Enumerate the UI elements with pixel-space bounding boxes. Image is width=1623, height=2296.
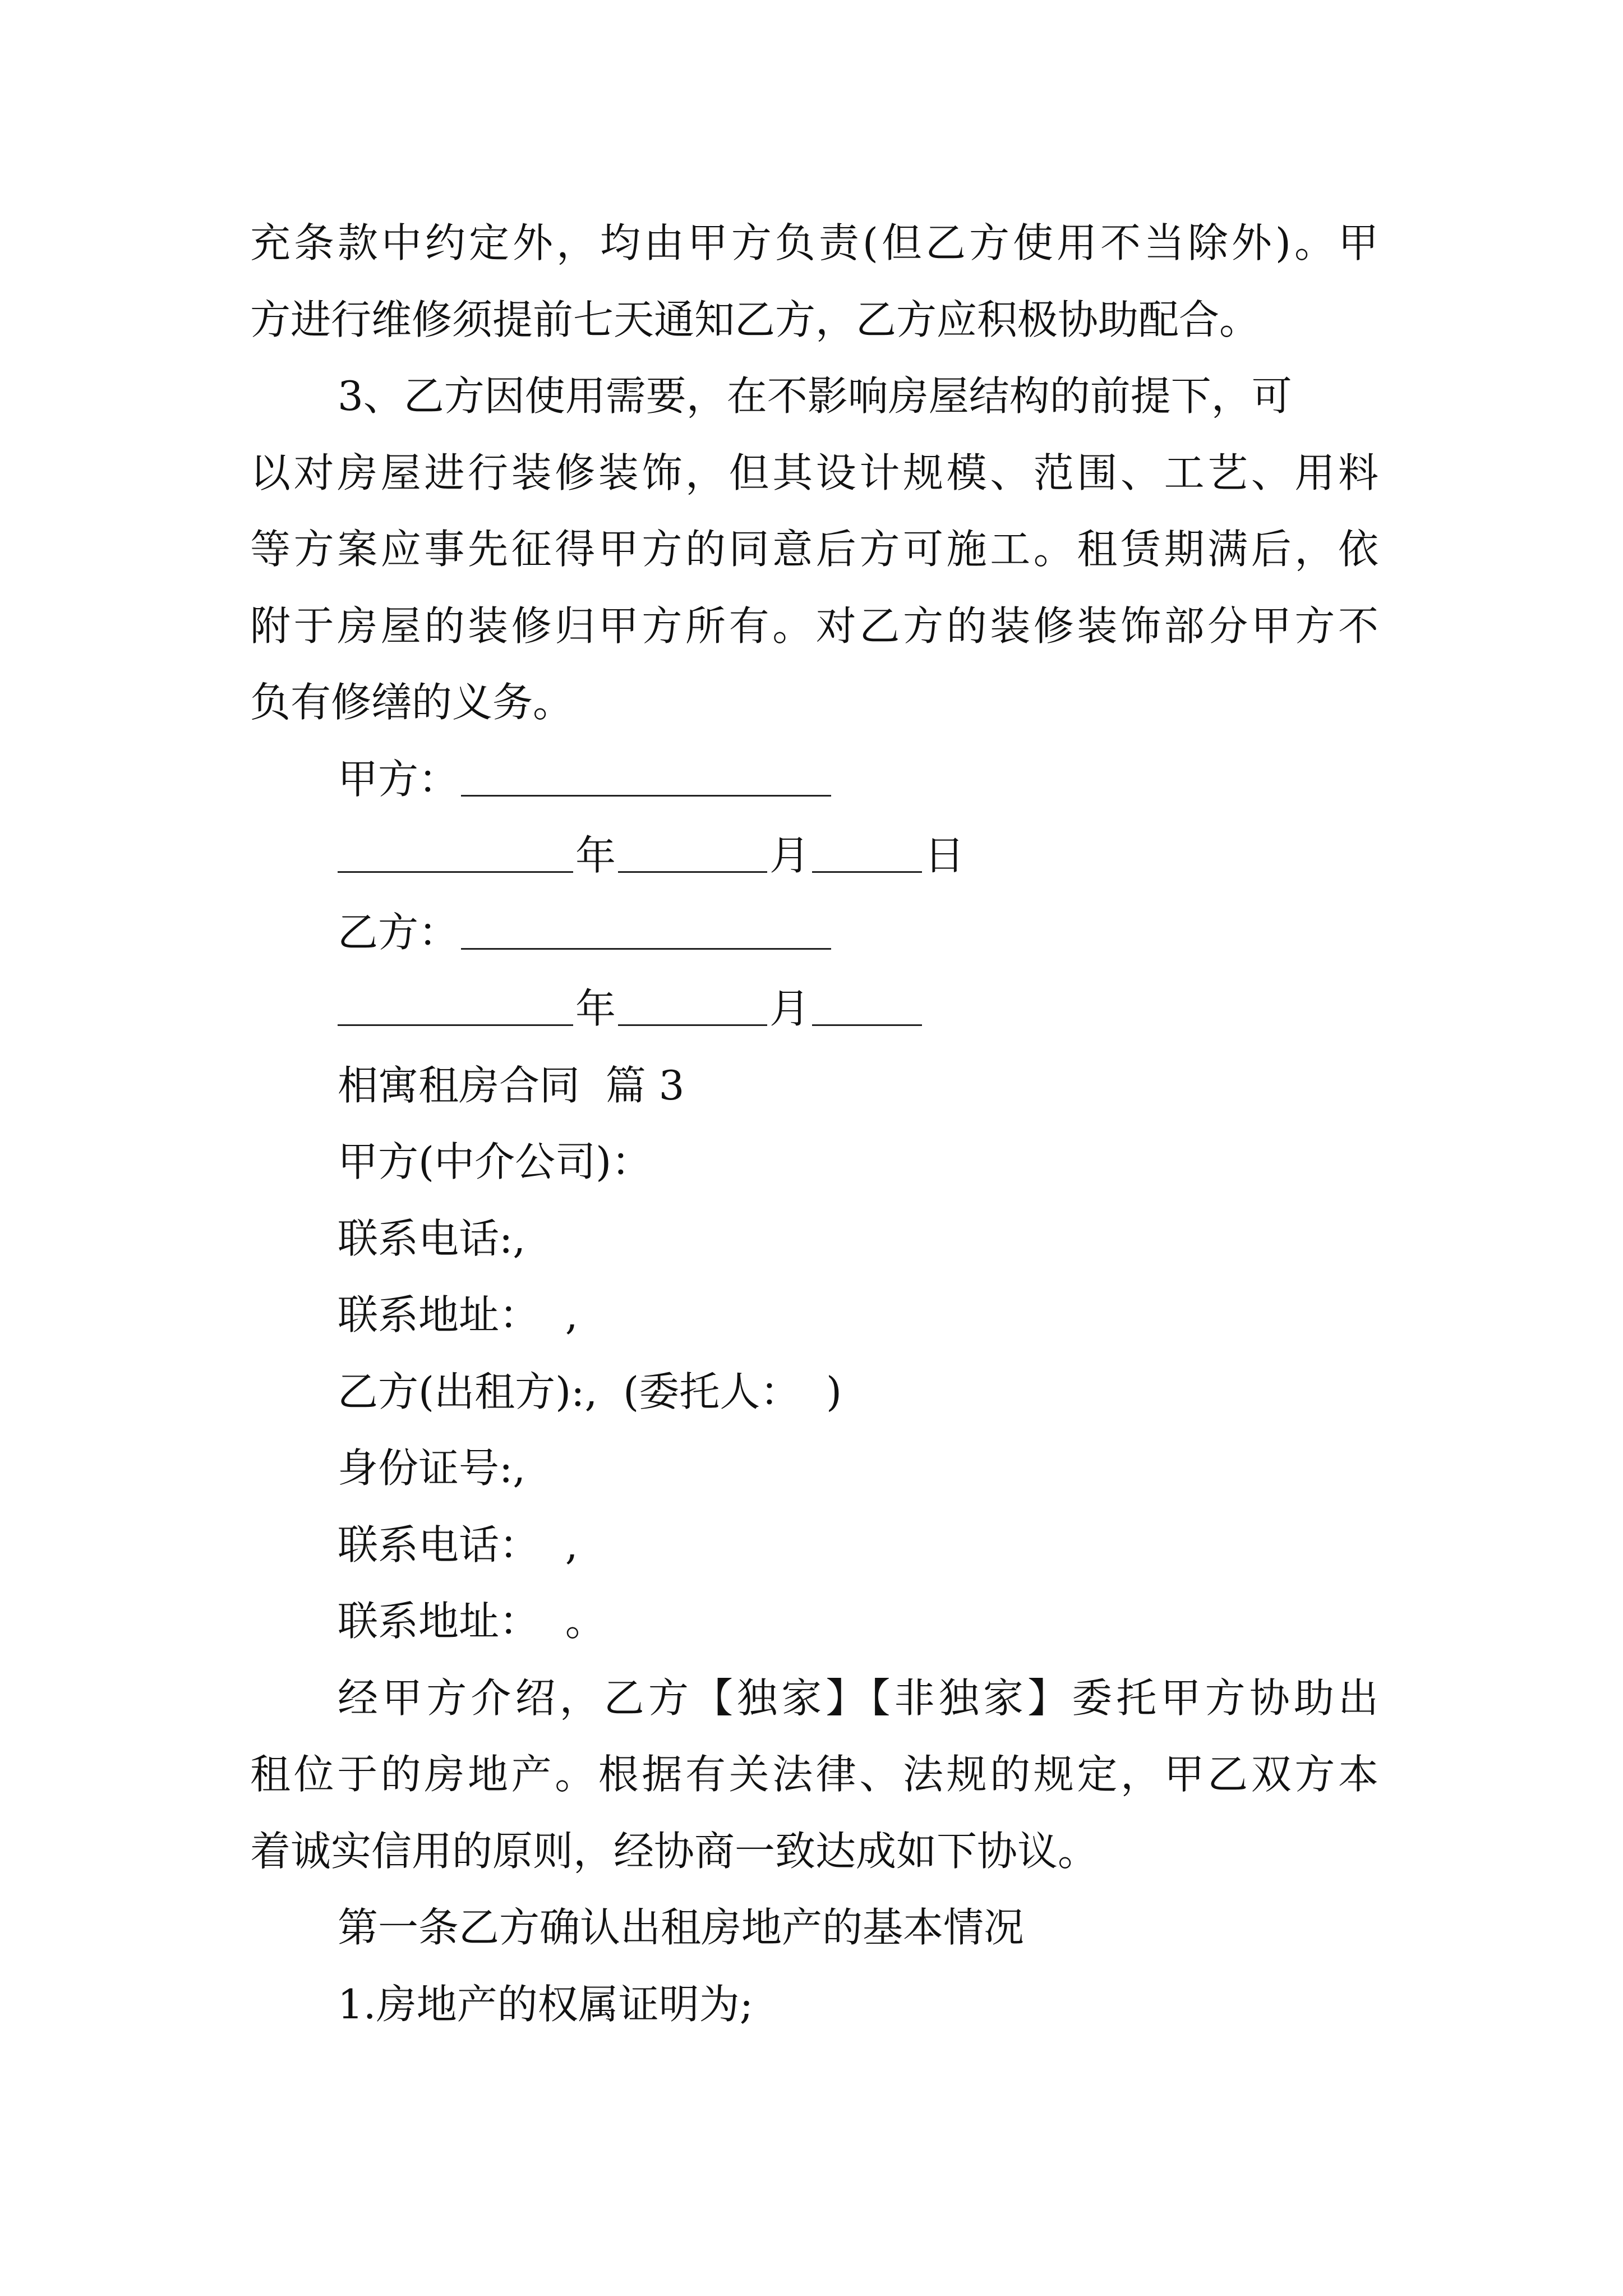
paragraph-line: 负有修缮的义务。 [250,679,574,726]
party-b-date-line [338,981,924,1037]
party-a-signature-line [338,751,833,807]
contact-phone: 联系电话:, [338,1215,526,1262]
paragraph-line: 方进行维修须提前七天通知乙方，乙方应积极协助配合。 [250,296,1260,343]
month-blank [618,992,767,1026]
year-blank [338,839,573,873]
party-b-signature-line [338,904,833,960]
party-b-blank [461,915,831,950]
contact-phone: 联系电话： , [338,1521,578,1568]
party-a-blank [461,762,831,797]
paragraph-line: 租位于的房地产。根据有关法律、法规的规定，甲乙双方本 [250,1751,1378,1798]
month-blank [618,839,767,873]
day-blank [812,839,922,873]
day-blank [812,992,922,1026]
day-label: 日 [924,832,965,879]
paragraph-line: 附于房屋的装修归甲方所有。对乙方的装修装饰部分甲方不 [250,602,1378,650]
article-heading: 第一条乙方确认出租房地产的基本情况 [338,1904,1025,1951]
paragraph-line: 经甲方介绍，乙方【独家】【非独家】委托甲方协助出 [338,1674,1378,1722]
list-item: 1.房地产的权属证明为; [338,1981,753,2028]
year-blank [338,992,573,1026]
paragraph-line: 充条款中约定外，均由甲方负责(但乙方使用不当除外)。甲 [250,219,1378,266]
paragraph-line: 3、乙方因使用需要，在不影响房屋结构的前提下，可 [338,372,1292,420]
id-number: 身份证号:, [338,1444,526,1492]
party-a-label: 甲方： [338,756,459,803]
party-a-date-line [338,827,965,884]
paragraph-line: 以对房屋进行装修装饰，但其设计规模、范围、工艺、用料 [250,449,1378,496]
party-a-info: 甲方(中介公司)： [338,1138,652,1185]
year-label: 年 [575,985,616,1032]
contact-address: 联系地址： , [338,1291,578,1338]
month-label: 月 [769,832,810,879]
party-b-label: 乙方： [338,909,459,956]
year-label: 年 [575,832,616,879]
paragraph-line: 等方案应事先征得甲方的同意后方可施工。租赁期满后，依 [250,526,1378,573]
paragraph-line: 着诚实信用的原则，经协商一致达成如下协议。 [250,1828,1099,1875]
section-title: 相寓租房合同 篇 3 [338,1062,685,1109]
month-label: 月 [769,985,810,1032]
party-b-info: 乙方(出租方):, (委托人： ) [338,1368,842,1415]
contact-address: 联系地址： 。 [338,1598,606,1645]
